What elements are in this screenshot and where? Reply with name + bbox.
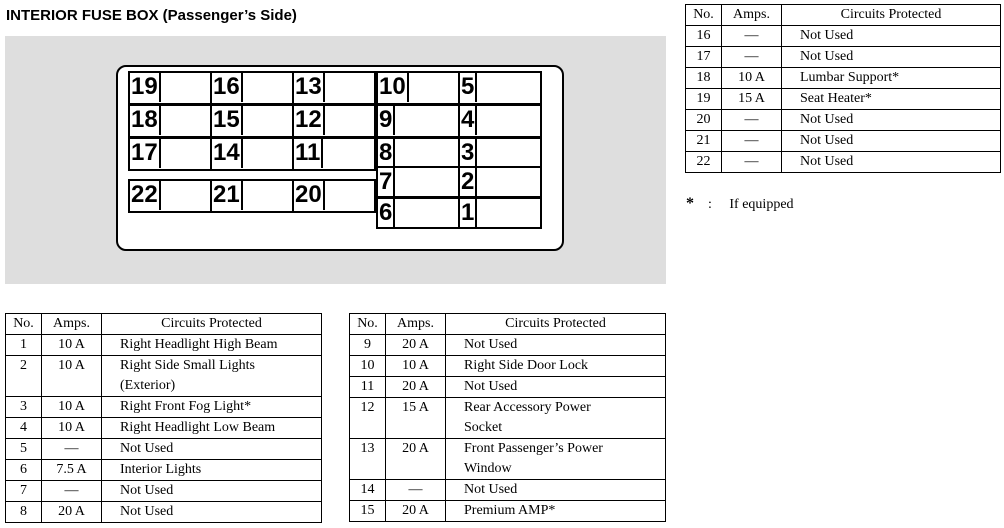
table-row (6, 460, 322, 481)
fuse-circuit (102, 439, 322, 460)
circuit-line: Rear Accessory Power (464, 400, 591, 415)
fuse-number: 12 (295, 105, 325, 135)
fuse-no: 16 (686, 26, 722, 47)
fuse-no: 9 (350, 335, 386, 356)
circuit-line: Not Used (800, 112, 854, 127)
fuse-number: 19 (131, 72, 161, 102)
fuse-slot (292, 137, 376, 171)
table-row (686, 26, 1001, 47)
fuse-number: 7 (379, 167, 395, 197)
fuse-amps: 20 A (386, 377, 446, 398)
fuse-circuit (782, 26, 1001, 47)
fuse-slot (458, 197, 542, 229)
table-row (350, 398, 666, 439)
fuse-circuit (446, 356, 666, 377)
fuse-no: 12 (350, 398, 386, 439)
fuse-amps: 20 A (386, 335, 446, 356)
fuse-table-right (685, 4, 1001, 173)
fuse-number: 3 (461, 138, 477, 168)
fuse-amps: 10 A (42, 418, 102, 439)
fuse-slot (292, 179, 376, 213)
fuse-slot (128, 104, 212, 138)
fuse-no: 20 (686, 110, 722, 131)
fuse-number: 9 (379, 105, 395, 135)
fuse-amps: — (722, 131, 782, 152)
fuse-number: 22 (131, 180, 161, 210)
fuse-circuit (102, 356, 322, 397)
fuse-amps: — (722, 47, 782, 68)
fuse-box-outline (116, 65, 564, 251)
column-header: No. (350, 314, 386, 335)
circuit-line: Not Used (464, 482, 518, 497)
circuit-line: Not Used (464, 337, 518, 352)
fuse-no: 10 (350, 356, 386, 377)
fuse-amps: 10 A (42, 397, 102, 418)
fuse-number: 1 (461, 198, 477, 228)
fuse-number: 11 (295, 138, 323, 168)
fuse-circuit (446, 501, 666, 522)
column-header: Amps. (722, 5, 782, 26)
table-row (6, 502, 322, 523)
fuse-amps: 7.5 A (42, 460, 102, 481)
fuse-slot (210, 71, 294, 105)
fuse-slot (292, 104, 376, 138)
table-header-row (686, 5, 1001, 26)
table-row (350, 356, 666, 377)
fuse-no: 1 (6, 335, 42, 356)
fuse-slot (458, 71, 542, 105)
fuse-amps: 20 A (42, 502, 102, 523)
fuse-number: 16 (213, 72, 243, 102)
table-row (350, 501, 666, 522)
fuse-amps: 10 A (42, 356, 102, 397)
fuse-number: 6 (379, 198, 395, 228)
fuse-no: 18 (686, 68, 722, 89)
circuit-line: Not Used (120, 483, 174, 498)
fuse-no: 8 (6, 502, 42, 523)
table-header-row (350, 314, 666, 335)
fuse-slot (458, 104, 542, 138)
table-row (350, 480, 666, 501)
column-header: Circuits Protected (782, 5, 1001, 26)
footnote-symbol: * (686, 195, 694, 212)
fuse-no: 15 (350, 501, 386, 522)
circuit-line: Not Used (120, 504, 174, 519)
circuit-line: Right Side Small Lights (120, 358, 255, 373)
fuse-amps: 10 A (42, 335, 102, 356)
table-row (350, 335, 666, 356)
fuse-amps: 20 A (386, 439, 446, 480)
fuse-number: 17 (131, 138, 161, 168)
table-row (350, 377, 666, 398)
fuse-no: 5 (6, 439, 42, 460)
circuit-line: Lumbar Support* (800, 70, 900, 85)
fuse-number: 20 (295, 180, 325, 210)
table-row (686, 89, 1001, 110)
column-header: Circuits Protected (446, 314, 666, 335)
circuit-line: Right Headlight Low Beam (120, 420, 276, 435)
fuse-circuit (102, 335, 322, 356)
fuse-no: 2 (6, 356, 42, 397)
circuit-line: Premium AMP* (464, 503, 556, 518)
fuse-no: 3 (6, 397, 42, 418)
fuse-circuit (782, 47, 1001, 68)
page-title: INTERIOR FUSE BOX (Passenger’s Side) (6, 7, 297, 24)
column-header: No. (686, 5, 722, 26)
circuit-line: (Exterior) (120, 378, 176, 393)
fuse-amps: 15 A (386, 398, 446, 439)
fuse-slot (128, 179, 212, 213)
fuse-circuit (102, 397, 322, 418)
footnote-separator: : (708, 197, 712, 212)
fuse-number: 21 (213, 180, 243, 210)
fuse-slot (210, 179, 294, 213)
circuit-line: Not Used (464, 379, 518, 394)
fuse-circuit (102, 418, 322, 439)
circuit-line: Right Front Fog Light* (120, 399, 252, 414)
table-row (686, 131, 1001, 152)
fuse-circuit (446, 480, 666, 501)
circuit-line: Not Used (120, 441, 174, 456)
circuit-line: Window (464, 461, 512, 476)
fuse-no: 14 (350, 480, 386, 501)
circuit-line: Not Used (800, 133, 854, 148)
fuse-circuit (782, 110, 1001, 131)
fuse-number: 4 (461, 105, 477, 135)
fuse-amps: — (722, 110, 782, 131)
footnote (686, 195, 794, 213)
table-row (6, 397, 322, 418)
table-header-row (6, 314, 322, 335)
fuse-number: 18 (131, 105, 161, 135)
fuse-slot (376, 197, 460, 229)
fuse-circuit (102, 502, 322, 523)
fuse-circuit (446, 335, 666, 356)
fuse-amps: 10 A (722, 68, 782, 89)
circuit-line: Not Used (800, 28, 854, 43)
fuse-slot (128, 71, 212, 105)
fuse-slot (376, 166, 460, 198)
fuse-amps: 15 A (722, 89, 782, 110)
fuse-circuit (446, 398, 666, 439)
fuse-amps: — (386, 480, 446, 501)
table-row (686, 110, 1001, 131)
fuse-number: 8 (379, 138, 395, 168)
circuit-line: Right Headlight High Beam (120, 337, 278, 352)
fuse-circuit (782, 131, 1001, 152)
fuse-amps: — (722, 26, 782, 47)
fuse-no: 6 (6, 460, 42, 481)
fuse-circuit (102, 460, 322, 481)
fuse-number: 14 (213, 138, 243, 168)
fuse-amps: — (42, 439, 102, 460)
fuse-no: 4 (6, 418, 42, 439)
footnote-text: If equipped (729, 197, 794, 212)
circuit-line: Interior Lights (120, 462, 202, 477)
circuit-line: Not Used (800, 49, 854, 64)
circuit-line: Not Used (800, 154, 854, 169)
fuse-circuit (782, 152, 1001, 173)
table-row (686, 68, 1001, 89)
fuse-amps: 10 A (386, 356, 446, 377)
fuse-number: 15 (213, 105, 243, 135)
table-row (350, 439, 666, 480)
fuse-no: 19 (686, 89, 722, 110)
fuse-circuit (102, 481, 322, 502)
fuse-slot (292, 71, 376, 105)
fuse-slot (210, 137, 294, 171)
fuse-circuit (782, 68, 1001, 89)
fuse-circuit (446, 439, 666, 480)
table-row (686, 152, 1001, 173)
column-header: Amps. (386, 314, 446, 335)
fuse-slot (210, 104, 294, 138)
fuse-no: 22 (686, 152, 722, 173)
column-header: Circuits Protected (102, 314, 322, 335)
table-row (6, 356, 322, 397)
fuse-no: 11 (350, 377, 386, 398)
table-row (686, 47, 1001, 68)
circuit-line: Seat Heater* (800, 91, 872, 106)
fuse-box-diagram (5, 36, 666, 284)
fuse-amps: 20 A (386, 501, 446, 522)
table-row (6, 418, 322, 439)
table-row (6, 439, 322, 460)
fuse-number: 13 (295, 72, 325, 102)
table-row (6, 481, 322, 502)
fuse-no: 21 (686, 131, 722, 152)
fuse-number: 10 (379, 72, 409, 102)
fuse-amps: — (722, 152, 782, 173)
fuse-no: 17 (686, 47, 722, 68)
column-header: Amps. (42, 314, 102, 335)
fuse-number: 5 (461, 72, 477, 102)
fuse-amps: — (42, 481, 102, 502)
fuse-number: 2 (461, 167, 477, 197)
fuse-no: 13 (350, 439, 386, 480)
fuse-no: 7 (6, 481, 42, 502)
fuse-slot (376, 71, 460, 105)
fuse-circuit (446, 377, 666, 398)
fuse-slot (128, 137, 212, 171)
fuse-slot (458, 166, 542, 198)
circuit-line: Socket (464, 420, 503, 435)
fuse-table-middle (349, 313, 666, 522)
column-header: No. (6, 314, 42, 335)
circuit-line: Front Passenger’s Power (464, 441, 603, 456)
fuse-table-left (5, 313, 322, 523)
circuit-line: Right Side Door Lock (464, 358, 589, 373)
fuse-circuit (782, 89, 1001, 110)
fuse-slot (376, 104, 460, 138)
table-row (6, 335, 322, 356)
